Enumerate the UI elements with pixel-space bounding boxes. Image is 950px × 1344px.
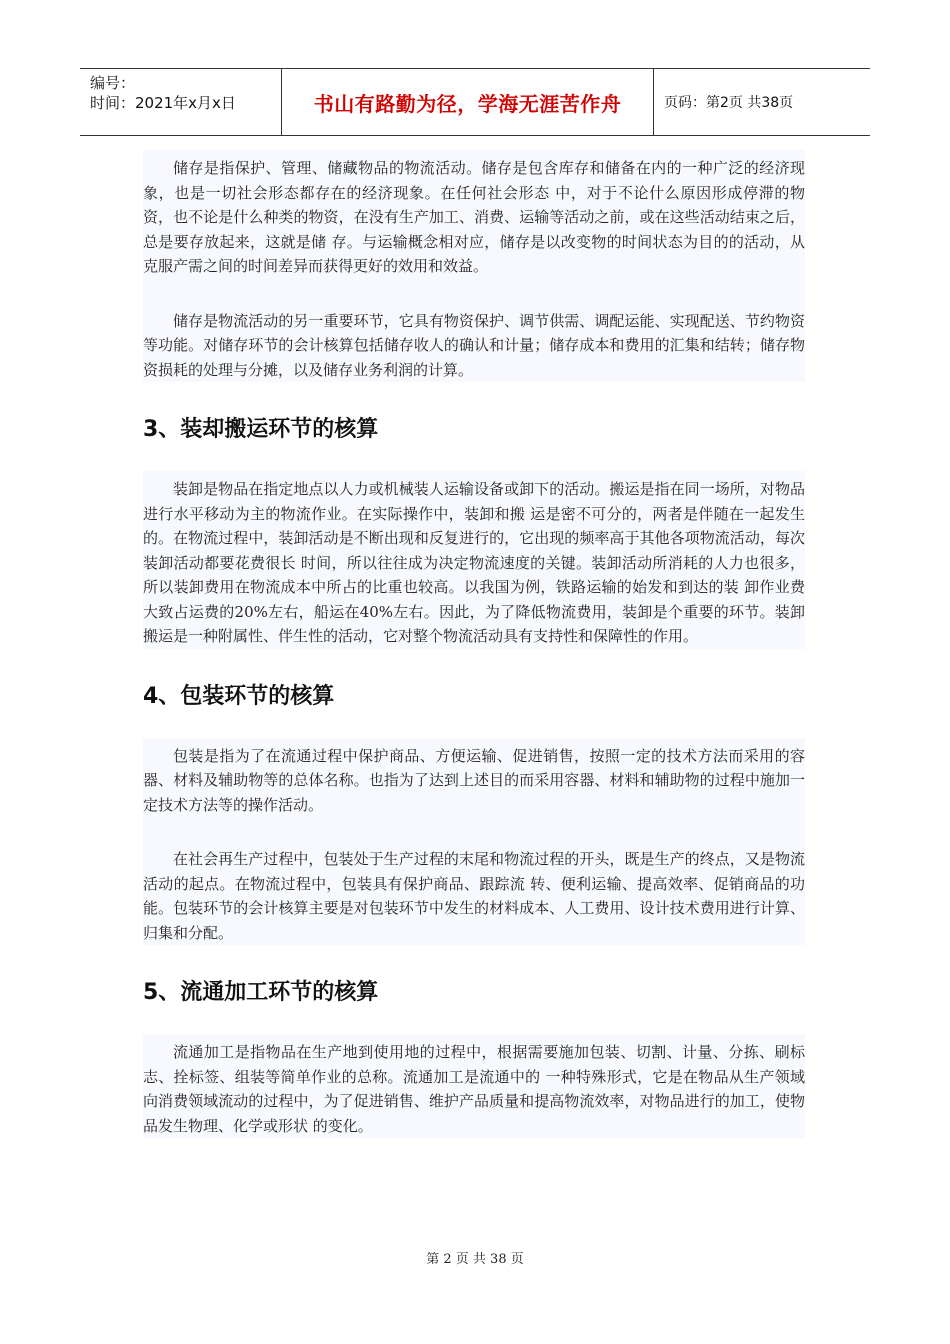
paragraph: 储存是指保护、管理、储藏物品的物流活动。储存是包含库存和储备在内的一种广泛的经济现象，也是一切社会形态都存在的经济现象。在任何社会形态 中，对于不论什么原因形成停滞的物资，也不论是什么种类的物资，在没有生产加工、消费、运输等活动之前，或在这些活动结束之后，总是要存放起来，这就是储 存。与运输概念相对应，储存是以改变物的时间状态为目的的活动，从克服产需之间的时间差异而获得更好的效用和效益。 <box>143 159 805 275</box>
header-page-info: 页码：第2页 共38页 <box>664 95 794 111</box>
section-heading-wrap <box>141 945 805 1034</box>
header-meta <box>80 69 282 135</box>
section-heading: 5、流通加工环节的核算 <box>143 975 805 1006</box>
document-body <box>143 150 805 1138</box>
time-label: 时间：2021年x月x日 <box>90 94 236 112</box>
paragraph: 在社会再生产过程中，包装处于生产过程的末尾和物流过程的开头，既是生产的终点，又是物流活动的起点。在物流过程中，包装具有保护商品、跟踪流 转、便利运输、提高效率、促销商品的功能。包装环节的会计核算主要是对包装环节中发生的材料成本、人工费用、设计技术费用进行计算、归集和分配。 <box>143 850 805 942</box>
paragraph: 包装是指为了在流通过程中保护商品、方便运输、促进销售，按照一定的技术方法而采用的容器、材料及辅助物等的总体名称。也指为了达到上述目的而采用容器、材料和辅助物的过程中施加一定技术方法等的操作活动。 <box>143 746 805 814</box>
document-header <box>80 68 870 136</box>
section-heading-wrap <box>141 382 805 471</box>
section-heading: 3、装却搬运环节的核算 <box>143 412 805 443</box>
page-footer: 第 2 页 共 38 页 <box>426 1252 524 1267</box>
section-heading-wrap <box>141 649 805 738</box>
section-heading: 4、包装环节的核算 <box>143 679 805 710</box>
paragraph: 装卸是物品在指定地点以人力或机械装人运输设备或卸下的活动。搬运是指在同一场所，对物品进行水平移动为主的物流作业。在实际操作中，装卸和搬 运是密不可分的，两者是伴随在一起发生的。在物流过程中，装卸活动是不断出现和反复进行的，它出现的频率高于其他各项物流活动，每次装卸活动都要花费很长 时间，所以往往成为决定物流速度的关键。装卸活动所消耗的人力也很多，所以装卸费用在物流成本中所占的比重也较高。以我国为例，铁路运输的始发和到达的装 卸作业费大致占运费的20%左右，船运在40%左右。因此，为了降低物流费用，装卸是个重要的环节。装卸搬运是一种附属性、伴生性的活动，它对整个物流活动具有支持性和保障性的作用。 <box>143 480 805 645</box>
number-label: 编号： <box>90 74 136 92</box>
paragraph: 流通加工是指物品在生产地到使用地的过程中，根据需要施加包装、切割、计量、分拣、刷标志、拴标签、组装等简单作业的总称。流通加工是流通中的 一种特殊形式，它是在物品从生产领域向消费领域流动的过程中，为了促进销售、维护产品质量和提高物流效率，对物品进行的加工，使物品发生物理、化学或形状 的变化。 <box>143 1043 805 1135</box>
paragraph: 储存是物流活动的另一重要环节，它具有物资保护、调节供需、调配运能、实现配送、节约物资等功能。对储存环节的会计核算包括储存收人的确认和计量；储存成本和费用的汇集和结转；储存物资损耗的处理与分摊，以及储存业务利润的计算。 <box>143 311 805 379</box>
header-motto: 书山有路勤为径，学海无涯苦作舟 <box>282 69 654 135</box>
